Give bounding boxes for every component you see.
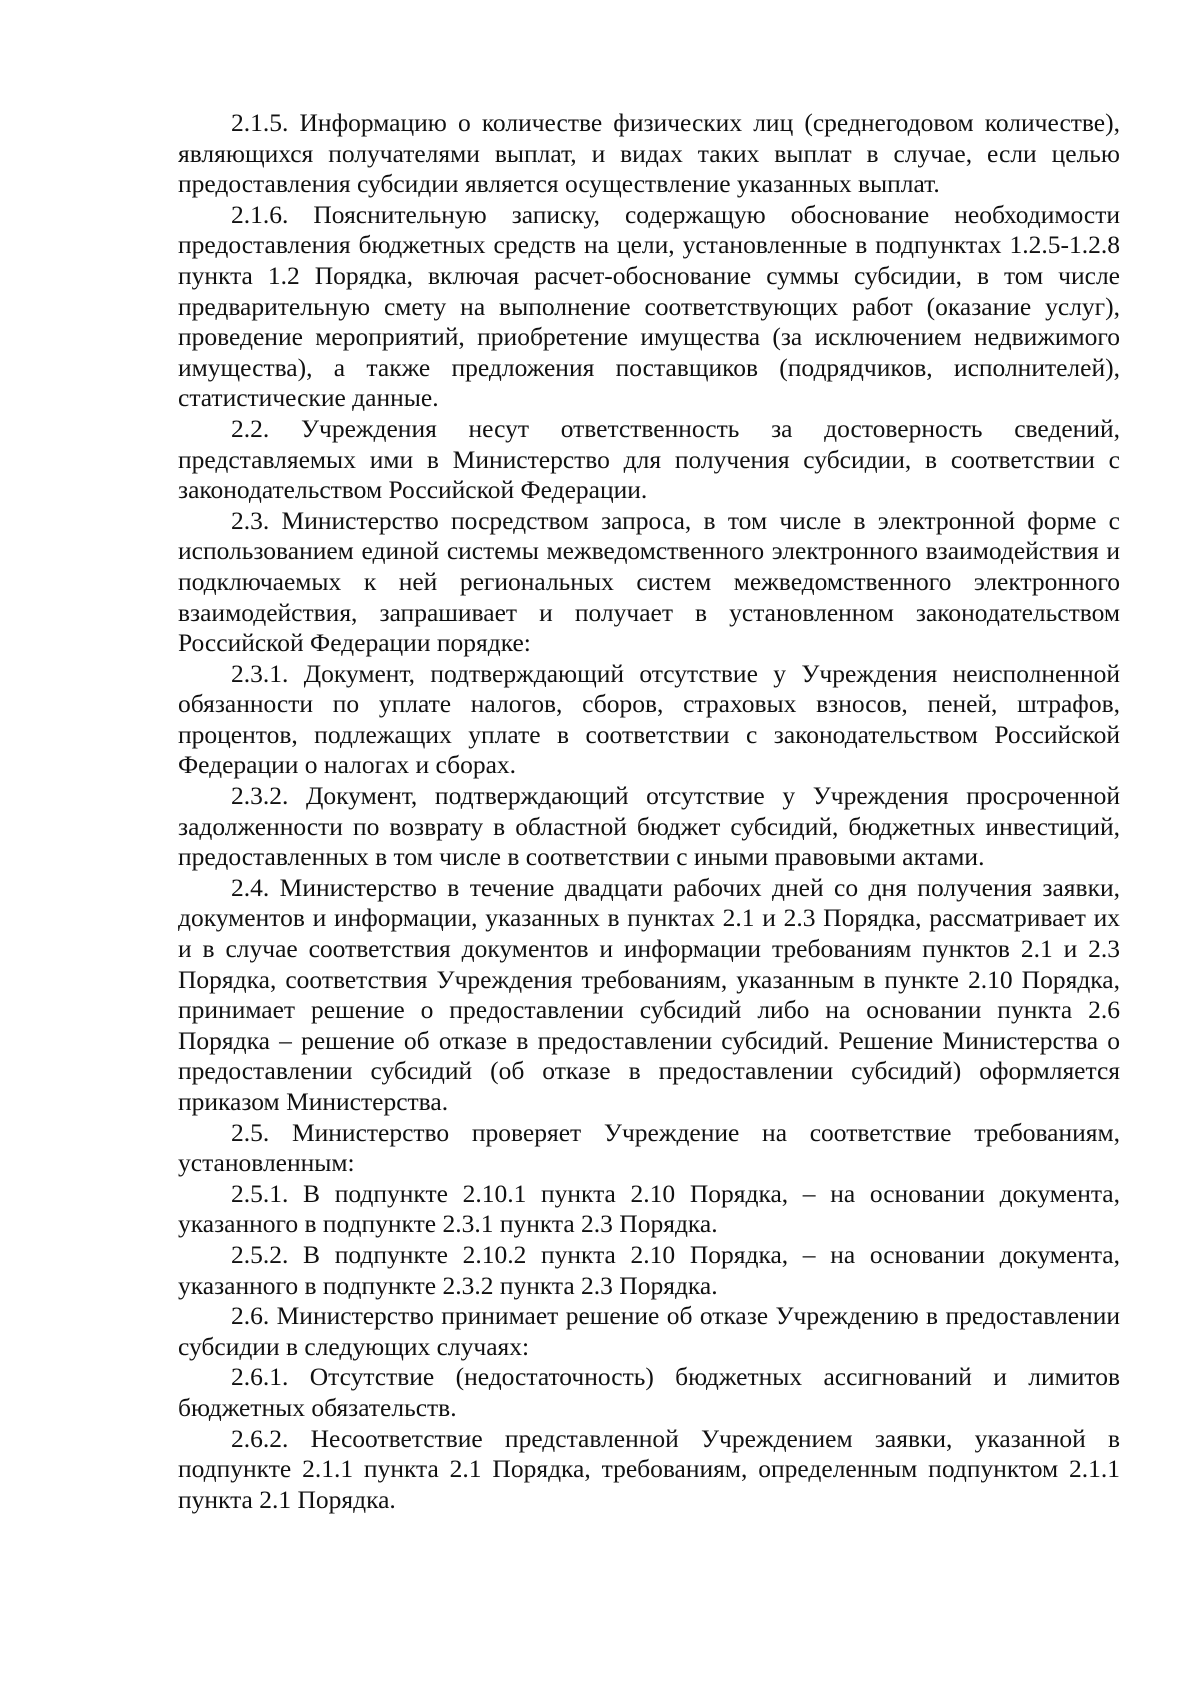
paragraph-2-5: 2.5. Министерство проверяет Учреждение на соответствие требованиям, установленным:: [178, 1117, 1120, 1178]
document-body: [178, 108, 1120, 1515]
paragraph-2-1-5: 2.1.5. Информацию о количестве физических лиц (среднегодовом количестве), являющихся получателями выплат, и видах таких выплат в случае, если целью предоставления субсидии является осуществление указанных выплат.: [178, 108, 1120, 199]
paragraph-2-2: 2.2. Учреждения несут ответственность за достоверность сведений, представляемых ими в Министерство для получения субсидии, в соответствии с законодательством Российской Федерации.: [178, 413, 1120, 505]
paragraph-2-6: 2.6. Министерство принимает решение об отказе Учреждению в предоставлении субсидии в следующих случаях:: [178, 1301, 1120, 1361]
paragraph-2-5-2: 2.5.2. В подпункте 2.10.2 пункта 2.10 Порядка, – на основании документа, указанного в подпункте 2.3.2 пункта 2.3 Порядка.: [178, 1239, 1120, 1300]
paragraph-2-3-2: 2.3.2. Документ, подтверждающий отсутствие у Учреждения просроченной задолженности по возврату в областной бюджет субсидий, бюджетных инвестиций, предоставленных в том числе в соответствии с иными правовыми актами.: [178, 781, 1120, 872]
paragraph-2-3: 2.3. Министерство посредством запроса, в том числе в электронной форме с использованием единой системы межведомственного электронного взаимодействия и подключаемых к ней региональных систем межведомственного электронного взаимодействия, запрашивает и получает в установленном законодательством Российской Федерации порядке:: [178, 505, 1120, 658]
paragraph-2-5-1: 2.5.1. В подпункте 2.10.1 пункта 2.10 Порядка, – на основании документа, указанного в подпункте 2.3.1 пункта 2.3 Порядка.: [178, 1178, 1120, 1239]
paragraph-2-4: 2.4. Министерство в течение двадцати рабочих дней со дня получения заявки, документов и информации, указанных в пунктах 2.1 и 2.3 Порядка, рассматривает их и в случае соответствия документов и информации требованиям пунктов 2.1 и 2.3 Порядка, соответствия Учреждения требованиям, указанным в пункте 2.10 Порядка, принимает решение о предоставлении субсидий либо на основании пункта 2.6 Порядка – решение об отказе в предоставлении субсидий. Решение Министерства о предоставлении субсидий (об отказе в предоставлении субсидий) оформляется приказом Министерства.: [178, 872, 1120, 1116]
paragraph-2-6-2: 2.6.2. Несоответствие представленной Учреждением заявки, указанной в подпункте 2.1.1 пункта 2.1 Порядка, требованиям, определенным подпунктом 2.1.1 пункта 2.1 Порядка.: [178, 1423, 1120, 1514]
paragraph-2-1-6: 2.1.6. Пояснительную записку, содержащую обоснование необходимости предоставления бюджетных средств на цели, установленные в подпунктах 1.2.5-1.2.8 пункта 1.2 Порядка, включая расчет-обоснование суммы субсидии, в том числе предварительную смету на выполнение соответствующих работ (оказание услуг), проведение мероприятий, приобретение имущества (за исключением недвижимого имущества), а также предложения поставщиков (подрядчиков, исполнителей), статистические данные.: [178, 199, 1120, 413]
paragraph-2-3-1: 2.3.1. Документ, подтверждающий отсутствие у Учреждения неисполненной обязанности по уплате налогов, сборов, страховых взносов, пеней, штрафов, процентов, подлежащих уплате в соответствии с законодательством Российской Федерации о налогах и сборах.: [178, 658, 1120, 780]
paragraph-2-6-1: 2.6.1. Отсутствие (недостаточность) бюджетных ассигнований и лимитов бюджетных обязательств.: [178, 1362, 1120, 1422]
